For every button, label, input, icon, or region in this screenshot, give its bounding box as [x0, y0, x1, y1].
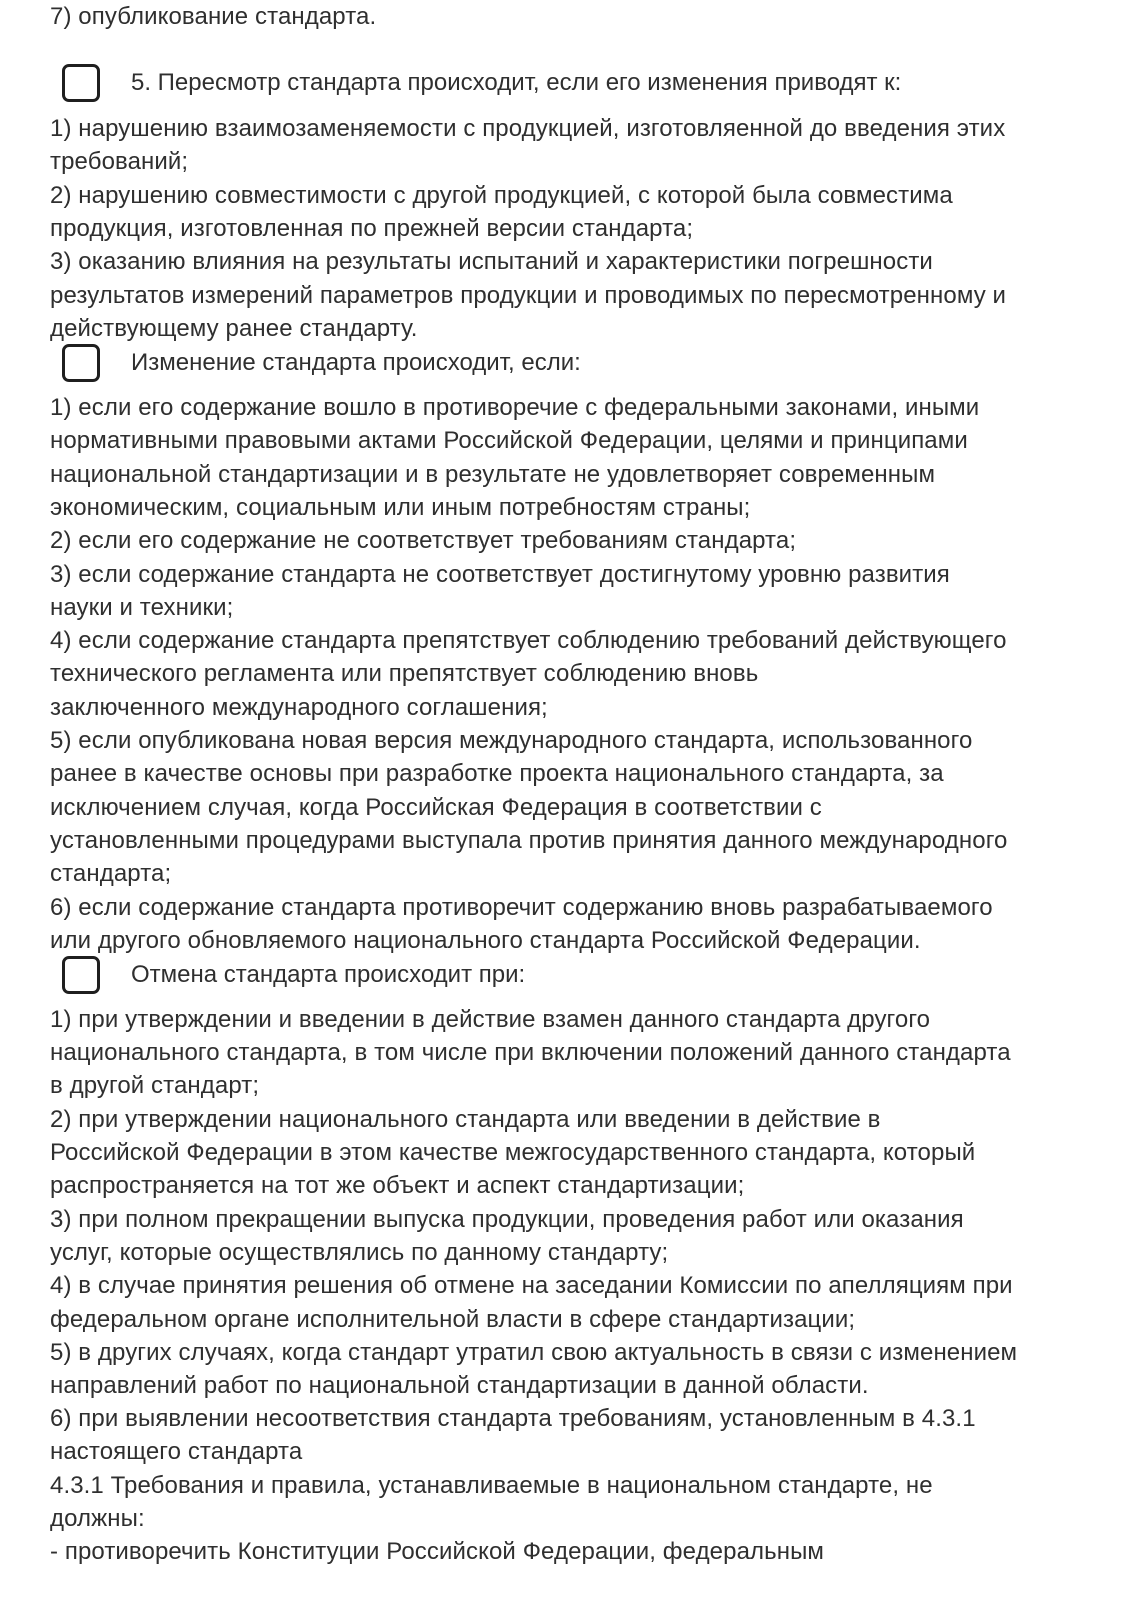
- text-line: настоящего стандарта: [50, 1438, 303, 1465]
- text-line: заключенного международного соглашения;: [50, 694, 548, 721]
- text-line: 3) при полном прекращении выпуска продукции, проведения работ или оказания: [50, 1206, 964, 1233]
- text-line: 1) при утверждении и введении в действие взамен данного стандарта другого: [50, 1006, 931, 1033]
- text-line: 6) при выявлении несоответствия стандарта требованиям, установленным в 4.3.1: [50, 1405, 976, 1432]
- text-line: 4.3.1 Требования и правила, устанавливаемые в национальном стандарте, не: [50, 1472, 933, 1499]
- text-line: распространяется на тот же объект и аспект стандартизации;: [50, 1172, 745, 1199]
- text-line: в другой стандарт;: [50, 1072, 260, 1099]
- text-line: действующему ранее стандарту.: [50, 315, 418, 342]
- checkbox-label: 5. Пересмотр стандарта происходит, если его изменения приводят к:: [131, 69, 902, 96]
- text-line: 3) оказанию влияния на результаты испытаний и характеристики погрешности: [50, 248, 933, 275]
- checkbox[interactable]: [62, 64, 100, 102]
- checkbox[interactable]: [62, 344, 100, 382]
- text-line: ранее в качестве основы при разработке проекта национального стандарта, за: [50, 760, 944, 787]
- text-line: 1) нарушению взаимозаменяемости с продукцией, изготовляенной до введения этих: [50, 115, 1006, 142]
- text-line: результатов измерений параметров продукции и проводимых по пересмотренному и: [50, 282, 1007, 309]
- text-line: стандарта;: [50, 860, 172, 887]
- text-line: - противоречить Конституции Российской Федерации, федеральным: [50, 1538, 825, 1565]
- text-line: требований;: [50, 148, 189, 175]
- text-line: 2) нарушению совместимости с другой продукцией, с которой была совместима: [50, 182, 953, 209]
- text-line: или другого обновляемого национального стандарта Российской Федерации.: [50, 927, 921, 954]
- text-line: 5) в других случаях, когда стандарт утратил свою актуальность в связи с изменением: [50, 1339, 1018, 1366]
- text-line: науки и техники;: [50, 594, 234, 621]
- text-line: 5) если опубликована новая версия международного стандарта, использованного: [50, 727, 973, 754]
- checkbox-label: Изменение стандарта происходит, если:: [131, 349, 581, 376]
- text-line: 6) если содержание стандарта противоречит содержанию вновь разрабатываемого: [50, 894, 993, 921]
- text-line: нормативными правовыми актами Российской Федерации, целями и принципами: [50, 427, 968, 454]
- text-line: 1) если его содержание вошло в противоречие с федеральными законами, иными: [50, 394, 980, 421]
- text-line: 3) если содержание стандарта не соответствует достигнутому уровню развития: [50, 561, 950, 588]
- text-line: национальной стандартизации и в результате не удовлетворяет современным: [50, 461, 936, 488]
- text-line: 4) если содержание стандарта препятствует соблюдению требований действующего: [50, 627, 1007, 654]
- text-line: исключением случая, когда Российская Федерация в соответствии с: [50, 794, 822, 821]
- checkbox-label: Отмена стандарта происходит при:: [131, 961, 526, 988]
- text-line: национального стандарта, в том числе при включении положений данного стандарта: [50, 1039, 1011, 1066]
- text-line: услуг, которые осуществлялись по данному стандарту;: [50, 1239, 669, 1266]
- text-line: продукция, изготовленная по прежней версии стандарта;: [50, 215, 694, 242]
- text-line: 7) опубликование стандарта.: [50, 3, 377, 30]
- text-line: технического регламента или препятствует соблюдению вновь: [50, 660, 759, 687]
- text-line: 2) при утверждении национального стандарта или введении в действие в: [50, 1106, 881, 1133]
- text-line: должны:: [50, 1505, 145, 1532]
- checkbox[interactable]: [62, 956, 100, 994]
- text-line: 2) если его содержание не соответствует требованиям стандарта;: [50, 527, 797, 554]
- text-line: экономическим, социальным или иным потребностям страны;: [50, 494, 751, 521]
- text-line: направлений работ по национальной стандартизации в данной области.: [50, 1372, 869, 1399]
- text-line: установленными процедурами выступала против принятия данного международного: [50, 827, 1008, 854]
- text-line: федеральном органе исполнительной власти в сфере стандартизации;: [50, 1306, 856, 1333]
- text-line: 4) в случае принятия решения об отмене на заседании Комиссии по апелляциям при: [50, 1272, 1013, 1299]
- text-line: Российской Федерации в этом качестве межгосударственного стандарта, который: [50, 1139, 976, 1166]
